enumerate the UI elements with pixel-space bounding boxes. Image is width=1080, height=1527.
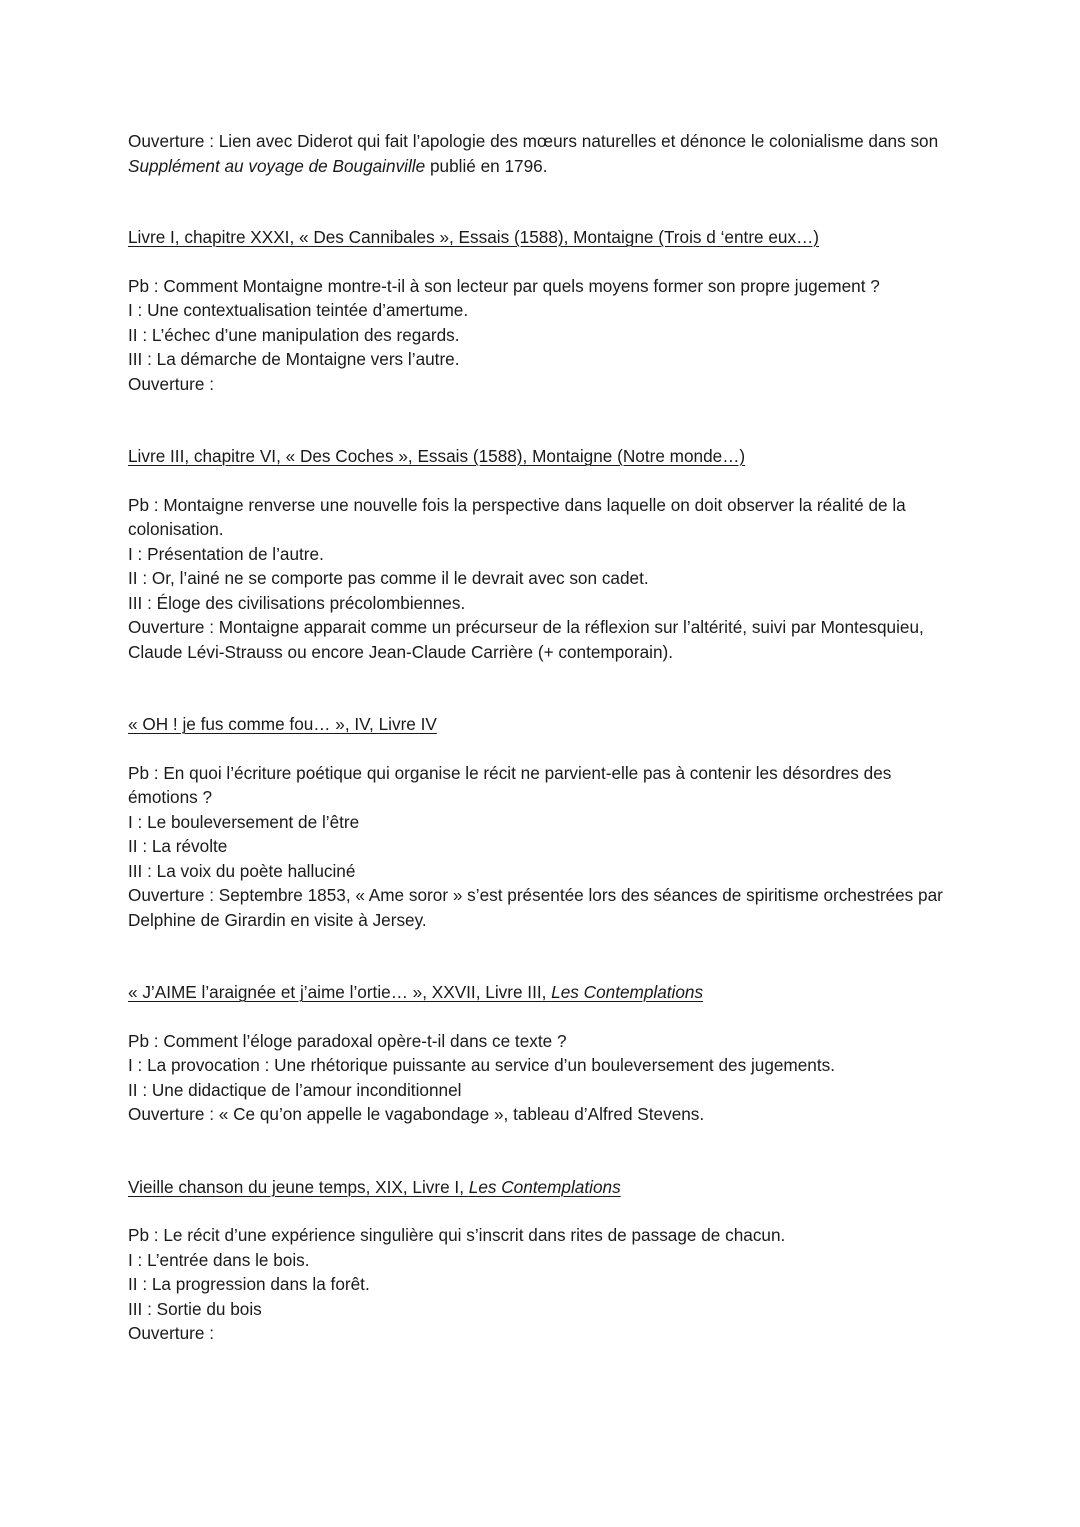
section-ouverture: Ouverture : « Ce qu’on appelle le vagabondage », tableau d’Alfred Stevens. [128,1104,705,1124]
section-title-text: Vieille chanson du jeune temps, XIX, Livre I, [128,1176,469,1197]
section-des-cannibales [128,225,958,396]
section-part: III : Sortie du bois [128,1298,262,1319]
section-title-work: Les Contemplations [468,1176,621,1197]
section-title-work: Les Contemplations [551,982,704,1002]
intro-ouverture [128,129,958,178]
intro-ouverture-text: Ouverture : Lien avec Diderot qui fait l’apologie des mœurs naturelles et dénonce le colonialisme dans son [128,131,939,151]
section-part: I : La provocation : Une rhétorique puissante au service d’un bouleversement des jugements. [128,1055,836,1075]
section-title [128,1175,621,1200]
section-problematique: Pb : Montaigne renverse une nouvelle fois la perspective dans laquelle on doit observer la réalité de la colonisation. [128,494,906,539]
section-part: III : Éloge des civilisations précolombiennes. [128,592,466,613]
section-part: II : Or, l’ainé ne se comporte pas comme il le devrait avec son cadet. [128,568,649,588]
section-problematique: Pb : Comment l’éloge paradoxal opère-t-il dans ce texte ? [128,1030,567,1051]
section-title: « OH ! je fus comme fou… », IV, Livre IV [128,714,437,734]
section-part: III : La démarche de Montaigne vers l’autre. [128,349,460,369]
section-problematique: Pb : Comment Montaigne montre-t-il à son lecteur par quels moyens former son propre jugement ? [128,275,880,296]
section-ouverture: Ouverture : [128,1323,214,1343]
section-part: I : Une contextualisation teintée d’amertume. [128,300,469,320]
section-part: II : L’échec d’une manipulation des regards. [128,324,460,345]
section-ouverture: Ouverture : Septembre 1853, « Ame soror » s’est présentée lors des séances de spiritisme orchestrées par Delphine de Girardin en visite à Jersey. [128,885,943,930]
section-problematique: Pb : En quoi l’écriture poétique qui organise le récit ne parvient-elle pas à contenir les désordres des émotions ? [128,762,892,807]
intro-ouverture-end: publié en 1796. [425,155,548,176]
section-part: III : La voix du poète halluciné [128,860,356,881]
section-title-text: « J’AIME l’araignée et j’aime l’ortie… », XXVII, Livre III, [128,982,552,1002]
section-part: II : Une didactique de l’amour inconditionnel [128,1079,462,1100]
section-ouverture: Ouverture : [128,373,214,394]
section-title [128,980,703,1005]
section-part: I : Présentation de l’autre. [128,543,324,564]
section-des-coches [128,444,958,664]
section-problematique: Pb : Le récit d’une expérience singulière qui s’inscrit dans rites de passage de chacun. [128,1225,786,1245]
section-part: I : L’entrée dans le bois. [128,1249,310,1270]
intro-ouverture-work: Supplément au voyage de Bougainville [128,155,426,176]
section-part: II : La révolte [128,836,228,856]
section-vieille-chanson [128,1175,958,1346]
section-part: I : Le bouleversement de l’être [128,811,360,832]
section-oh-je-fus-comme-fou [128,712,958,932]
section-title: Livre III, chapitre VI, « Des Coches », Essais (1588), Montaigne (Notre monde…) [128,446,746,466]
section-title: Livre I, chapitre XXXI, « Des Cannibales », Essais (1588), Montaigne (Trois d ‘entre eux…) [128,227,819,247]
document-page [128,129,958,1346]
section-ouverture: Ouverture : Montaigne apparait comme un précurseur de la réflexion sur l’altérité, suivi par Montesquieu, Claude Lévi-Strauss ou encore Jean-Claude Carrière (+ contemporain). [128,617,924,662]
section-j-aime-l-araignee [128,980,958,1127]
section-part: II : La progression dans la forêt. [128,1274,370,1294]
